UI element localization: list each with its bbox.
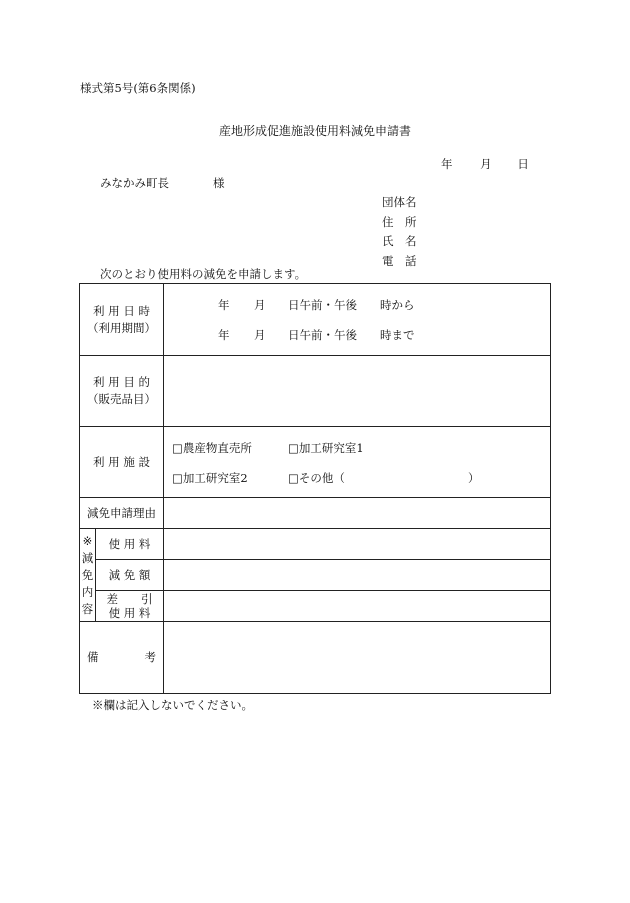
facility-field [164,427,551,498]
usage-datetime-label: 利 用 日 時 [93,303,150,318]
facility-option-other[interactable]: □その他（ [288,471,345,485]
to-month: 月 [254,328,266,342]
row-usage-datetime [80,284,551,356]
date-line [441,156,529,172]
row-exemption-amount [80,560,551,591]
remarks-label: 備 考 [80,622,164,694]
exemption-char-4: 容 [81,601,94,616]
date-year: 年 [441,157,453,171]
usage-purpose-sublabel: （販売品目） [87,392,156,406]
applicant-block [382,194,417,272]
reason-field[interactable] [164,498,551,529]
remarks-field[interactable] [164,622,551,694]
facility-option-lab-2[interactable]: □加工研究室2 [172,471,248,485]
reason-label: 減免申請理由 [80,498,164,529]
row-usage-purpose [80,356,551,427]
to-day-ampm: 日午前・午後 [288,328,357,342]
exemption-mark: ※ [82,533,93,548]
from-time: 時から [380,298,415,312]
facility-option-farm-store[interactable]: □農産物直売所 [172,441,252,455]
date-month: 月 [480,157,492,171]
applicant-address: 住 所 [382,214,417,229]
row-facility [80,427,551,498]
net-fee-label-line1: 差 引 [106,592,153,606]
usage-purpose-field[interactable] [164,356,551,427]
row-fee [80,529,551,560]
from-month: 月 [254,298,266,312]
footnote: ※欄は記入しないでください。 [92,698,253,712]
form-number: 様式第5号(第6条関係) [80,81,196,95]
exemption-char-3: 内 [81,584,94,599]
exemption-side-label [80,529,96,622]
usage-datetime-sublabel: （利用期間） [87,320,156,335]
addressee-name: みなかみ町長 [100,176,169,190]
facility-label: 利 用 施 設 [80,427,164,498]
exemption-amount-label: 減 免 額 [96,560,164,591]
applicant-name: 氏 名 [382,234,417,248]
date-day: 日 [517,157,529,171]
net-fee-label-line2: 使 用 料 [108,606,151,620]
fee-field[interactable] [164,529,551,560]
usage-datetime-field[interactable] [164,284,551,356]
addressee-honorific: 様 [213,176,225,190]
net-fee-field[interactable] [164,591,551,622]
net-fee-label-cell [96,591,164,622]
application-table [79,283,551,694]
applicant-phone: 電 話 [382,253,417,268]
fee-label: 使 用 料 [96,529,164,560]
exemption-amount-field[interactable] [164,560,551,591]
facility-option-lab-1[interactable]: □加工研究室1 [288,441,364,455]
from-day-ampm: 日午前・午後 [288,298,357,312]
document-title: 産地形成促進施設使用料減免申請書 [218,124,411,138]
applicant-group-name: 団体名 [382,195,417,209]
row-reason [80,498,551,529]
row-remarks [80,622,551,694]
addressee [100,175,225,191]
exemption-char-1: 減 [81,550,94,565]
usage-purpose-label: 利 用 目 的 [93,375,150,389]
to-year: 年 [218,328,230,342]
usage-purpose-label-cell [80,356,164,427]
intro-text: 次のとおり使用料の減免を申請します。 [100,267,307,281]
exemption-char-2: 免 [81,567,94,582]
facility-other-close-paren: ） [468,471,480,485]
row-net-fee [80,591,551,622]
usage-datetime-label-cell [80,284,164,356]
from-year: 年 [218,298,230,312]
to-time: 時まで [380,328,415,342]
